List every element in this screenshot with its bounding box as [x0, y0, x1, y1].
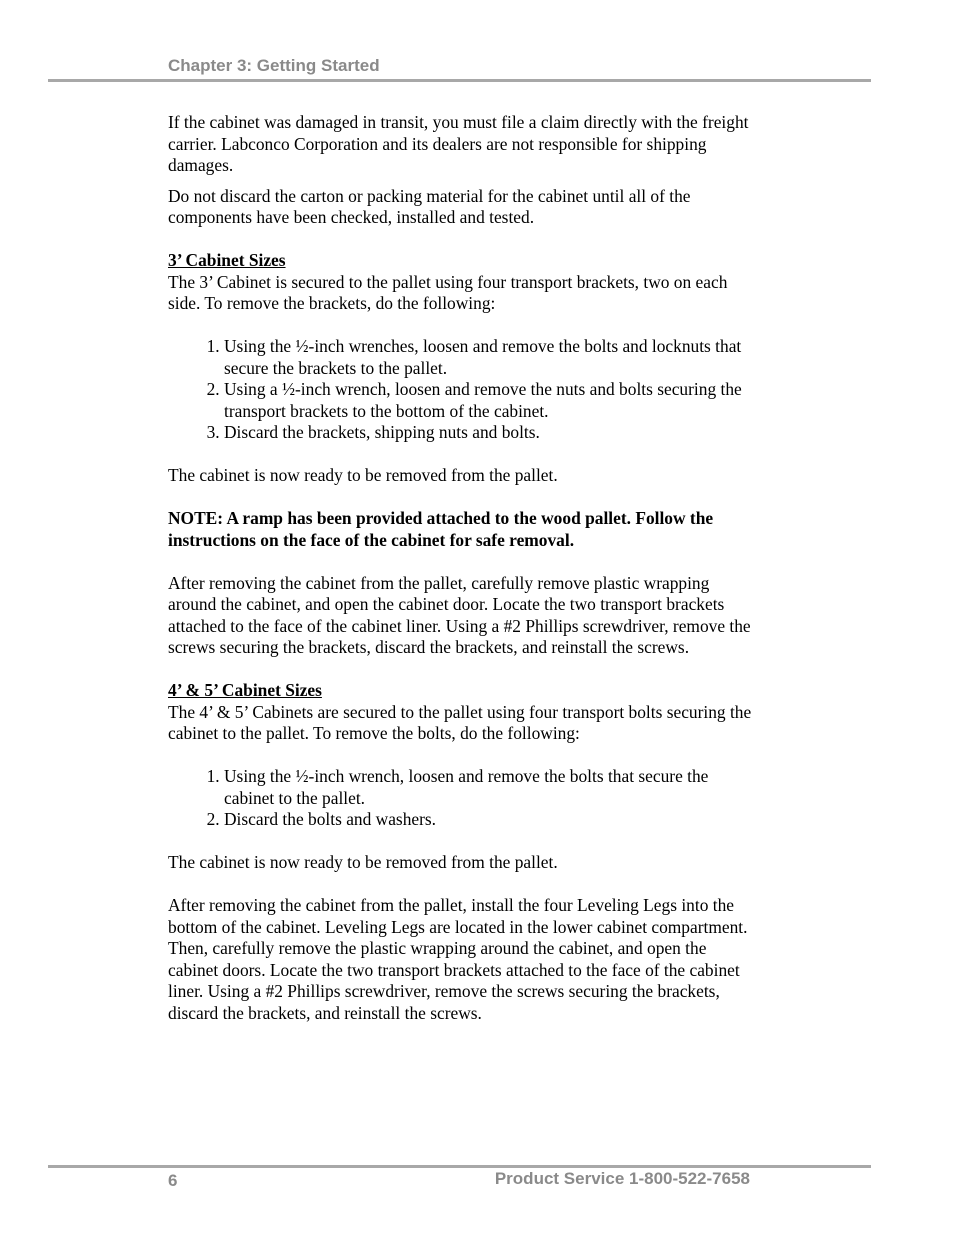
page-number: 6	[168, 1171, 178, 1190]
list-item: 2. Using a ½-inch wrench, loosen and remove the nuts and bolts securing the transport brackets to the bottom of the cabinet.	[224, 379, 758, 422]
ready-statement-3ft: The cabinet is now ready to be removed from the pallet.	[168, 465, 558, 485]
after-removal-paragraph-3ft: After removing the cabinet from the pallet, carefully remove plastic wrapping around the cabinet, and open the cabinet door. Locate the two transport brackets attached to the face of the cabinet liner. Using a #2 Phillips screwdriver, remove the screws securing the brackets, discard the brackets, and reinstall the screws.	[168, 572, 751, 657]
packing-material-paragraph: Do not discard the carton or packing material for the cabinet until all of the components have been checked, installed and tested.	[168, 185, 691, 227]
header-rule	[48, 79, 871, 82]
footer-rule	[48, 1165, 871, 1168]
list-item: 2. Discard the bolts and washers.	[224, 809, 758, 831]
section-intro-4-5ft: The 4’ & 5’ Cabinets are secured to the pallet using four transport bolts securing the cabinet to the pallet. To remove the bolts, do the following:	[168, 701, 752, 743]
section-heading-4-5ft: 4’ & 5’ Cabinet Sizes	[168, 680, 322, 700]
ready-statement-4-5ft: The cabinet is now ready to be removed from the pallet.	[168, 852, 558, 872]
product-service-line: Product Service 1-800-522-7658	[494, 1169, 750, 1188]
list-item: 1. Using the ½-inch wrenches, loosen and remove the bolts and locknuts that secure the brackets to the pallet.	[224, 336, 758, 379]
steps-list-4-5ft	[168, 766, 758, 831]
ramp-note: NOTE: A ramp has been provided attached to the wood pallet. Follow the instructions on the face of the cabinet for safe removal.	[168, 508, 714, 550]
chapter-header: Chapter 3: Getting Started	[168, 56, 380, 75]
after-removal-paragraph-4-5ft: After removing the cabinet from the pallet, install the four Leveling Legs into the bottom of the cabinet. Leveling Legs are located in the lower cabinet compartment. Then, carefully remove the plastic wrapping around the cabinet, and open the cabinet doors. Locate the two transport brackets attached to the face of the cabinet liner. Using a #2 Phillips screwdriver, remove the screws securing the brackets, discard the brackets, and reinstall the screws.	[168, 895, 748, 1023]
section-heading-3ft: 3’ Cabinet Sizes	[168, 250, 286, 270]
page-body	[168, 112, 758, 1024]
list-item: 3. Discard the brackets, shipping nuts and bolts.	[224, 422, 758, 444]
section-intro-3ft: The 3’ Cabinet is secured to the pallet using four transport brackets, two on each side. To remove the brackets, do the following:	[168, 271, 728, 313]
steps-list-3ft	[168, 336, 758, 444]
list-item: 1. Using the ½-inch wrench, loosen and remove the bolts that secure the cabinet to the pallet.	[224, 766, 758, 809]
damage-claim-paragraph: If the cabinet was damaged in transit, you must file a claim directly with the freight carrier. Labconco Corporation and its dealers are not responsible for shipping damages.	[168, 112, 749, 175]
